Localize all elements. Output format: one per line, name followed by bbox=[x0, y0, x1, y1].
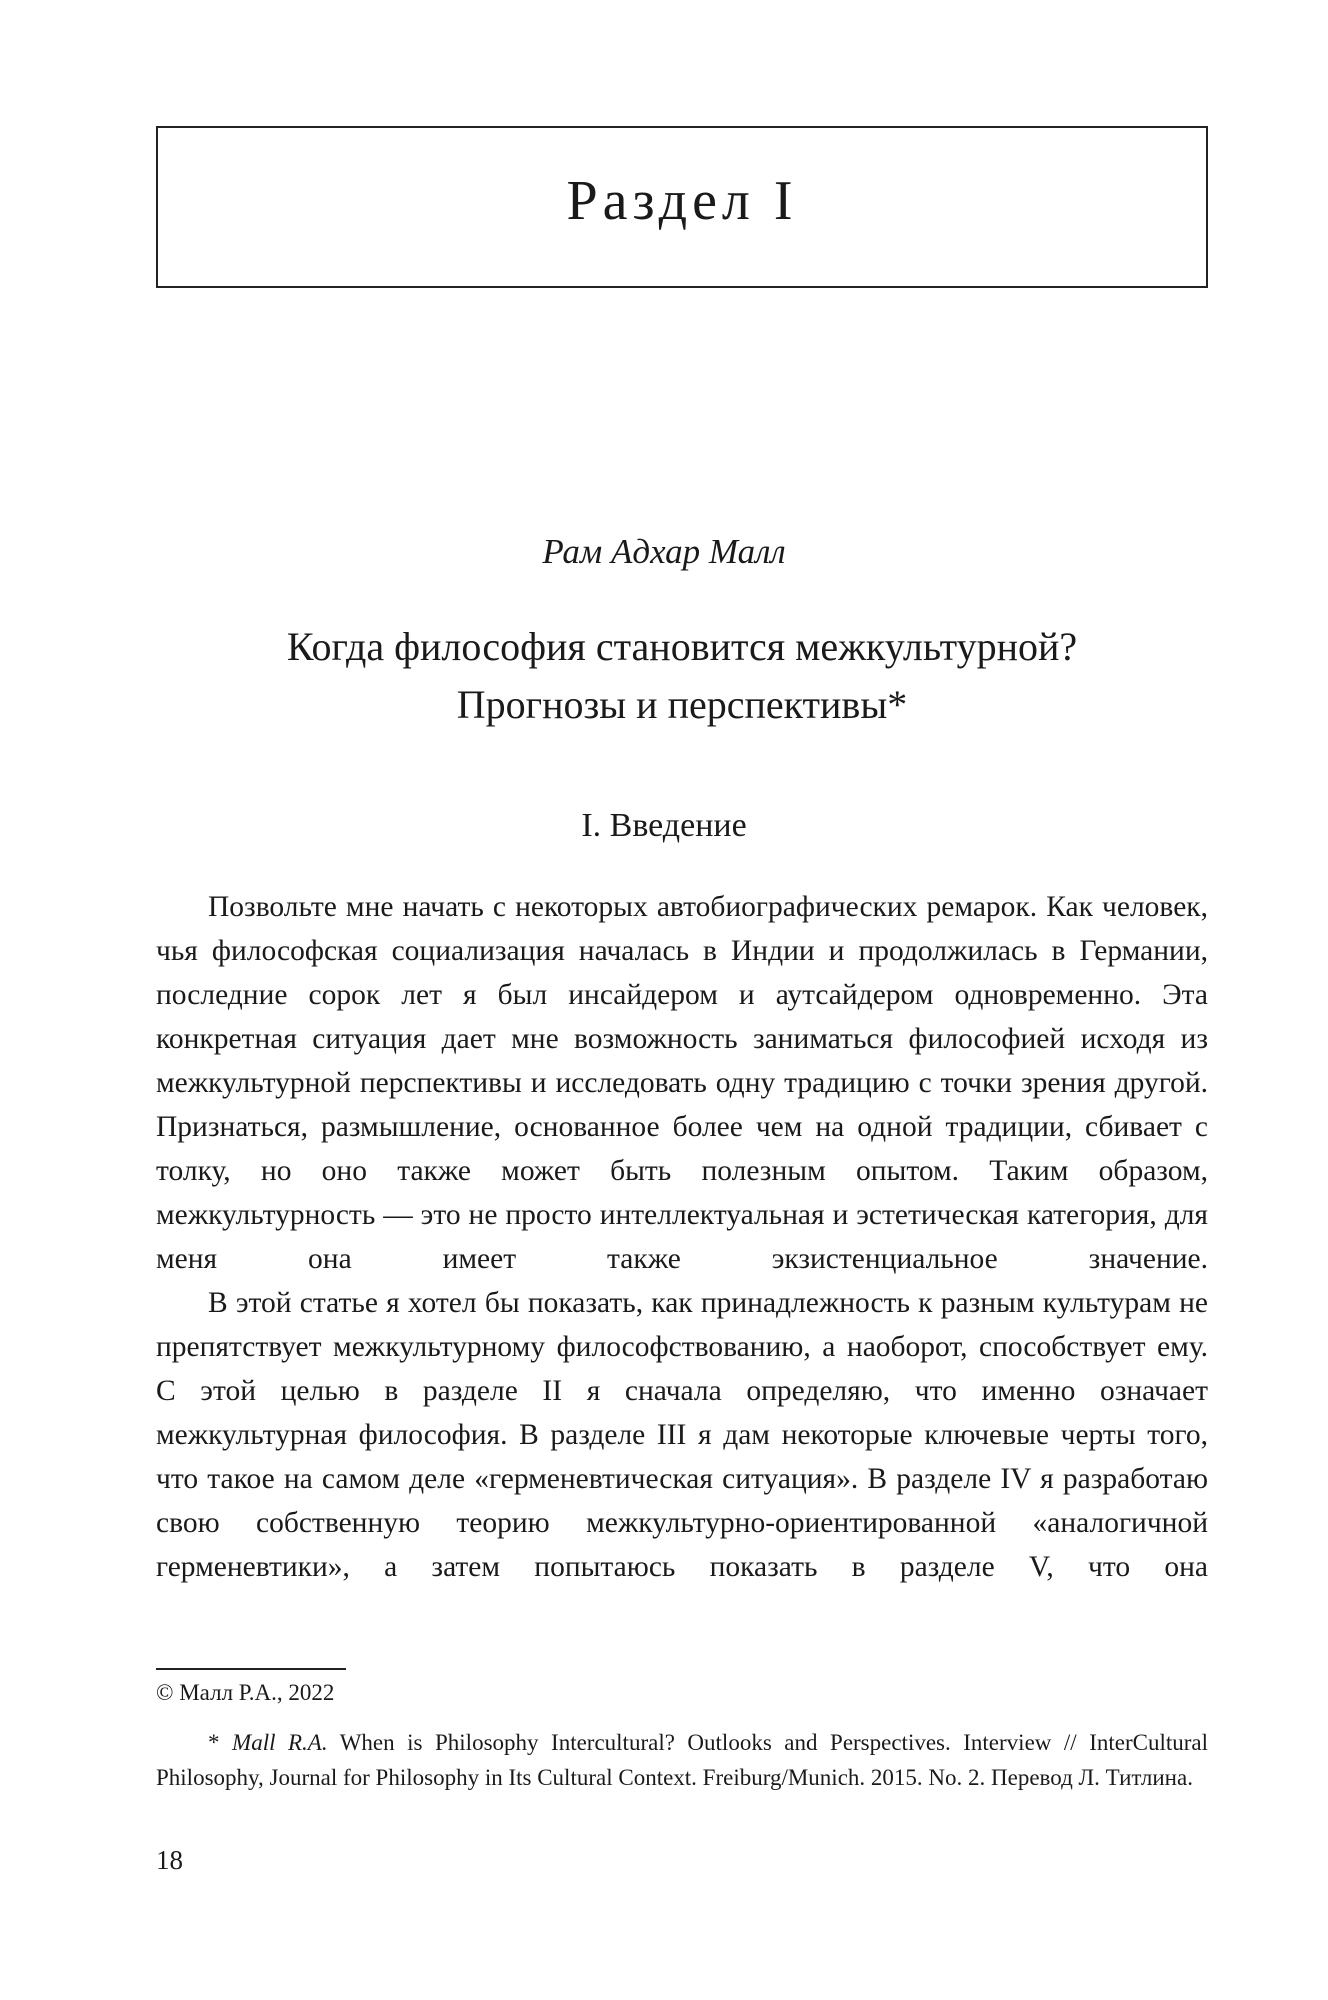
intro-heading: I. Введение bbox=[581, 807, 747, 844]
page-number: 18 bbox=[156, 1845, 183, 1875]
body-text bbox=[156, 885, 1208, 1589]
copyright-note: © Малл Р.А., 2022 bbox=[156, 1680, 335, 1705]
body-paragraph-1: Позвольте мне начать с некоторых автобиографических ремарок. Как человек, чья философская социализация началась в Индии и продолжилась в Германии, последние сорок лет я был инсайдером и аутсайдером одновременно. Эта конкретная ситуация дает мне возможность заниматься философией исходя из межкультурной перспективы и исследовать одну традицию с точки зрения другой. Признаться, размышление, основанное более чем на одной традиции, сбивает с толку, но оно также может быть полезным опытом. Таким образом, межкультурность — это не просто интеллектуальная и эстетическая категория, для меня она имеет также экзистенциальное значение. bbox=[156, 891, 1208, 1275]
footnote-text: When is Philosophy Intercultural? Outlooks and Perspectives. Interview // InterCultural Philosophy, Journal for Philosophy in Its Cultural Context. Freiburg/Munich. 2015. No. 2. Перевод Л. Титлина. bbox=[156, 1730, 1208, 1790]
body-paragraph-2: В этой статье я хотел бы показать, как принадлежность к разным культурам не препятствует межкультурному философствованию, а наоборот, способствует ему. С этой целью в разделе II я сначала определяю, что именно означает межкультурная философия. В разделе III я дам некоторые ключевые черты того, что такое на самом деле «герменевтическая ситуация». В разделе IV я разработаю свою собственную теорию межкультурно-ориентированной «аналогичной герменевтики», а затем попытаюсь показать в разделе V, что она bbox=[156, 1287, 1208, 1583]
article-title bbox=[156, 618, 1208, 734]
section-title: Раздел I bbox=[566, 170, 798, 232]
article-author: Рам Адхар Малл bbox=[542, 532, 786, 571]
article-title-line-2: Прогнозы и перспективы* bbox=[456, 682, 908, 727]
footnote-reference bbox=[156, 1725, 1208, 1795]
footnote-marker: * bbox=[208, 1730, 220, 1755]
footnote-author: Mall R.A. bbox=[232, 1730, 328, 1755]
section-header-box bbox=[156, 126, 1208, 288]
article-title-line-1: Когда философия становится межкультурной? bbox=[286, 624, 1078, 669]
footnote bbox=[156, 1725, 1208, 1795]
footnote-separator bbox=[156, 1668, 346, 1670]
